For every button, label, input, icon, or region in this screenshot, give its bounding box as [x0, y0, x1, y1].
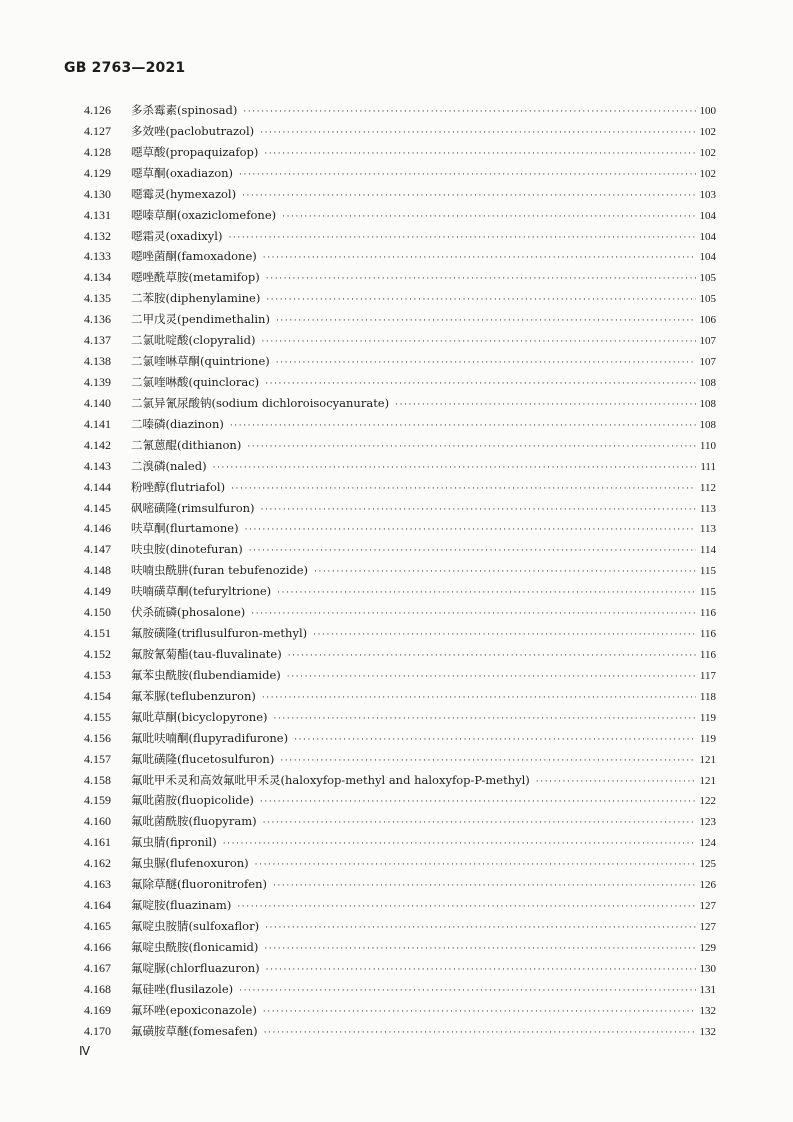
dot-leader [276, 311, 696, 332]
toc-entry-page: 110 [699, 439, 716, 452]
toc-entry-page: 132 [699, 1004, 716, 1017]
toc-entry-page: 116 [699, 648, 716, 661]
dot-leader [273, 709, 695, 730]
toc-entry[interactable] [84, 874, 716, 895]
toc-entry-title: 噁唑酰草胺(metamifop) [131, 270, 260, 285]
toc-entry[interactable] [84, 414, 716, 435]
toc-entry-number: 4.133 [84, 249, 111, 264]
dot-leader [239, 165, 695, 186]
dot-leader [230, 416, 696, 437]
toc-entry-number: 4.167 [84, 960, 111, 975]
toc-entry-page: 105 [699, 272, 716, 285]
toc-entry-page: 102 [699, 146, 716, 159]
toc-entry-page: 108 [699, 397, 716, 410]
toc-entry[interactable] [84, 958, 716, 979]
toc-entry-page: 108 [699, 418, 716, 431]
toc-entry-number: 4.145 [84, 500, 111, 515]
toc-entry-title: 二苯胺(diphenylamine) [131, 291, 261, 306]
toc-entry-title: 氟吡磺隆(flucetosulfuron) [131, 751, 275, 766]
toc-entry-number: 4.152 [84, 646, 111, 661]
dot-leader [277, 583, 696, 604]
dot-leader [251, 604, 696, 625]
toc-entry-page: 118 [699, 690, 716, 703]
toc-entry[interactable] [84, 372, 716, 393]
toc-entry[interactable] [84, 267, 716, 288]
toc-entry-title: 砜嘧磺隆(rimsulfuron) [131, 500, 255, 515]
toc-entry-title: 氟吡菌胺(fluopicolide) [131, 793, 254, 808]
toc-entry-page: 129 [699, 941, 716, 954]
toc-entry[interactable] [84, 351, 716, 372]
dot-leader [255, 855, 696, 876]
toc-entry-number: 4.141 [84, 416, 111, 431]
toc-entry-title: 氟吡呋喃酮(flupyradifurone) [131, 730, 289, 745]
toc-entry-page: 104 [699, 230, 716, 243]
dot-leader [242, 186, 695, 207]
toc-entry-title: 呋喃磺草酮(tefuryltrione) [131, 584, 272, 599]
toc-entry[interactable] [84, 288, 716, 309]
toc-entry[interactable] [84, 518, 716, 539]
toc-entry-number: 4.136 [84, 312, 111, 327]
dot-leader [263, 813, 696, 834]
toc-entry-title: 氟苯脲(teflubenzuron) [131, 688, 256, 703]
toc-entry-title: 多效唑(paclobutrazol) [131, 123, 255, 138]
dot-leader [265, 918, 695, 939]
dot-leader [249, 541, 696, 562]
toc-entry[interactable] [84, 916, 716, 937]
toc-entry-title: 伏杀硫磷(phosalone) [131, 605, 246, 620]
toc-entry[interactable] [84, 1021, 716, 1042]
toc-entry-title: 氟苯虫酰胺(flubendiamide) [131, 667, 281, 682]
toc-entry[interactable] [84, 749, 716, 770]
toc-entry-number: 4.137 [84, 333, 111, 348]
toc-entry-number: 4.126 [84, 103, 111, 117]
dot-leader [213, 458, 697, 479]
toc-entry-page: 119 [699, 732, 716, 745]
toc-entry-title: 噁霜灵(oxadixyl) [131, 228, 223, 243]
toc-entry-number: 4.127 [84, 123, 111, 138]
toc-entry-title: 氟磺胺草醚(fomesafen) [131, 1023, 258, 1038]
toc-entry-page: 107 [699, 356, 716, 369]
toc-entry-number: 4.156 [84, 730, 111, 745]
toc-entry-number: 4.134 [84, 270, 111, 285]
dot-leader [260, 123, 695, 144]
toc-entry-number: 4.163 [84, 877, 111, 892]
toc-entry[interactable] [84, 581, 716, 602]
document-standard-number: GB 2763—2021 [64, 60, 186, 76]
toc-entry-page: 123 [699, 816, 716, 829]
dot-leader [266, 960, 696, 981]
toc-entry-number: 4.142 [84, 437, 111, 452]
toc-entry[interactable] [84, 665, 716, 686]
toc-entry-number: 4.165 [84, 918, 111, 933]
toc-entry[interactable] [84, 602, 716, 623]
toc-entry-title: 二氰蒽醌(dithianon) [131, 437, 242, 452]
toc-entry-number: 4.161 [84, 835, 111, 850]
toc-entry-number: 4.140 [84, 395, 111, 410]
toc-entry-title: 氟胺磺隆(triflusulfuron-methyl) [131, 626, 308, 641]
toc-entry-title: 氟除草醚(fluoronitrofen) [131, 877, 267, 892]
toc-entry[interactable] [84, 100, 716, 121]
toc-entry[interactable] [84, 979, 716, 1000]
dot-leader [313, 625, 696, 646]
dot-leader [231, 479, 696, 500]
toc-entry-title: 粉唑醇(flutriafol) [131, 479, 226, 494]
toc-entry-page: 113 [699, 502, 716, 515]
toc-entry[interactable] [84, 644, 716, 665]
toc-entry-page: 122 [699, 795, 716, 808]
toc-entry[interactable] [84, 832, 716, 853]
toc-entry-page: 100 [699, 105, 716, 117]
toc-entry[interactable] [84, 456, 716, 477]
toc-entry-number: 4.149 [84, 584, 111, 599]
toc-entry-title: 氟虫脲(flufenoxuron) [131, 856, 249, 871]
dot-leader [223, 834, 696, 855]
toc-entry-page: 104 [699, 251, 716, 264]
dot-leader [266, 290, 695, 311]
toc-entry-number: 4.157 [84, 751, 111, 766]
toc-entry[interactable] [84, 1000, 716, 1021]
dot-leader [228, 228, 695, 249]
toc-entry-number: 4.135 [84, 291, 111, 306]
toc-entry-page: 102 [699, 167, 716, 180]
toc-entry[interactable] [84, 121, 716, 142]
toc-entry-title: 氟吡菌酰胺(fluopyram) [131, 814, 257, 829]
toc-entry[interactable] [84, 790, 716, 811]
dot-leader [287, 667, 696, 688]
toc-entry-number: 4.166 [84, 939, 111, 954]
dot-leader [247, 437, 696, 458]
toc-entry-page: 116 [699, 607, 716, 620]
toc-entry-page: 103 [699, 188, 716, 201]
toc-entry-number: 4.170 [84, 1023, 111, 1038]
dot-leader [288, 646, 696, 667]
toc-entry-page: 121 [699, 753, 716, 766]
toc-entry-page: 108 [699, 376, 716, 389]
toc-entry-title: 噁嗪草酮(oxaziclomefone) [131, 207, 277, 222]
toc-entry-number: 4.146 [84, 521, 111, 536]
toc-entry-title: 氟环唑(epoxiconazole) [131, 1002, 257, 1017]
dot-leader [314, 562, 696, 583]
toc-entry[interactable] [84, 707, 716, 728]
toc-entry-title: 氟吡甲禾灵和高效氟吡甲禾灵(haloxyfop-methyl and haloxyfop-P-methyl) [131, 772, 530, 787]
toc-entry-number: 4.139 [84, 374, 111, 389]
toc-entry[interactable] [84, 142, 716, 163]
toc-entry-title: 氟啶胺(fluazinam) [131, 898, 232, 913]
dot-leader [282, 207, 695, 228]
toc-entry-title: 呋草酮(flurtamone) [131, 521, 239, 536]
toc-entry-page: 117 [699, 669, 716, 682]
toc-entry[interactable] [84, 623, 716, 644]
toc-entry[interactable] [84, 728, 716, 749]
toc-entry-number: 4.168 [84, 981, 111, 996]
toc-entry-title: 氟胺氰菊酯(tau-fluvalinate) [131, 646, 282, 661]
toc-entry-number: 4.155 [84, 709, 111, 724]
toc-entry-number: 4.162 [84, 856, 111, 871]
toc-entry[interactable] [84, 937, 716, 958]
toc-entry-page: 114 [699, 544, 716, 557]
dot-leader [280, 751, 695, 772]
dot-leader [243, 102, 695, 123]
toc-entry-page: 107 [699, 335, 716, 348]
toc-entry-page: 102 [699, 125, 716, 138]
toc-entry-page: 125 [699, 858, 716, 871]
dot-leader [245, 520, 696, 541]
toc-entry-title: 噁霉灵(hymexazol) [131, 186, 237, 201]
toc-entry[interactable] [84, 205, 716, 226]
toc-entry-page: 132 [699, 1025, 716, 1038]
toc-entry-title: 二氯吡啶酸(clopyralid) [131, 333, 256, 348]
toc-entry-title: 噁草酸(propaquizafop) [131, 144, 259, 159]
toc-entry[interactable] [84, 811, 716, 832]
toc-entry[interactable] [84, 498, 716, 519]
toc-entry[interactable] [84, 309, 716, 330]
dot-leader [260, 792, 696, 813]
toc-entry[interactable] [84, 184, 716, 205]
toc-entry-number: 4.138 [84, 354, 111, 369]
toc-entry-page: 126 [699, 879, 716, 892]
toc-entry-page: 115 [699, 586, 716, 599]
dot-leader [265, 374, 695, 395]
dot-leader [262, 688, 696, 709]
toc-entry-number: 4.158 [84, 772, 111, 787]
toc-entry-title: 氟啶虫胺腈(sulfoxaflor) [131, 918, 260, 933]
toc-entry-number: 4.153 [84, 667, 111, 682]
dot-leader [536, 772, 696, 793]
toc-entry-title: 噁唑菌酮(famoxadone) [131, 249, 257, 264]
toc-entry-number: 4.144 [84, 479, 111, 494]
toc-entry[interactable] [84, 539, 716, 560]
toc-entry[interactable] [84, 246, 716, 267]
toc-entry-number: 4.131 [84, 207, 111, 222]
toc-entry-title: 二甲戊灵(pendimethalin) [131, 312, 270, 327]
toc-entry-title: 二嗪磷(diazinon) [131, 416, 224, 431]
dot-leader [239, 981, 695, 1002]
toc-entry[interactable] [84, 393, 716, 414]
dot-leader [294, 730, 696, 751]
toc-entry-number: 4.130 [84, 186, 111, 201]
toc-entry-page: 124 [699, 837, 716, 850]
toc-entry-number: 4.151 [84, 626, 111, 641]
toc-entry-number: 4.159 [84, 793, 111, 808]
dot-leader [261, 500, 696, 521]
dot-leader [273, 876, 696, 897]
dot-leader [264, 939, 695, 960]
toc-entry-title: 呋虫胺(dinotefuran) [131, 542, 243, 557]
toc-entry-page: 131 [699, 983, 716, 996]
toc-entry-title: 二溴磷(naled) [131, 458, 207, 473]
toc-entry[interactable] [84, 226, 716, 247]
toc-entry-number: 4.143 [84, 458, 111, 473]
toc-entry-page: 127 [699, 900, 716, 913]
toc-entry[interactable] [84, 163, 716, 184]
dot-leader [276, 353, 696, 374]
toc-entry-page: 105 [699, 293, 716, 306]
toc-entry-page: 115 [699, 565, 716, 578]
toc-entry-page: 127 [699, 920, 716, 933]
toc-entry-page: 112 [699, 481, 716, 494]
toc-entry[interactable] [84, 895, 716, 916]
toc-entry-title: 氟啶虫酰胺(flonicamid) [131, 939, 259, 954]
toc-entry-number: 4.150 [84, 605, 111, 620]
toc-entry-title: 噁草酮(oxadiazon) [131, 165, 234, 180]
toc-entry[interactable] [84, 477, 716, 498]
dot-leader [264, 144, 695, 165]
toc-entry-number: 4.154 [84, 688, 111, 703]
toc-entry-number: 4.164 [84, 898, 111, 913]
toc-entry-number: 4.128 [84, 144, 111, 159]
toc-entry-title: 呋喃虫酰肼(furan tebufenozide) [131, 563, 309, 578]
table-of-contents [84, 100, 716, 1041]
dot-leader [395, 395, 695, 416]
toc-entry[interactable] [84, 686, 716, 707]
toc-entry[interactable] [84, 330, 716, 351]
toc-entry[interactable] [84, 770, 716, 791]
toc-entry-page: 106 [699, 314, 716, 327]
toc-entry-title: 氟硅唑(flusilazole) [131, 981, 234, 996]
toc-entry-number: 4.147 [84, 542, 111, 557]
toc-entry-title: 二氯喹啉草酮(quintrione) [131, 354, 270, 369]
toc-entry-page: 121 [699, 774, 716, 787]
dot-leader [266, 269, 696, 290]
toc-entry-page: 130 [699, 962, 716, 975]
toc-entry-title: 二氯异氰尿酸钠(sodium dichloroisocyanurate) [131, 395, 390, 410]
toc-entry[interactable] [84, 853, 716, 874]
toc-entry-number: 4.148 [84, 563, 111, 578]
toc-entry-title: 氟虫腈(fipronil) [131, 835, 217, 850]
dot-leader [263, 1002, 696, 1023]
dot-leader [237, 897, 695, 918]
toc-entry-number: 4.169 [84, 1002, 111, 1017]
toc-entry-number: 4.132 [84, 228, 111, 243]
toc-entry-title: 氟啶脲(chlorfluazuron) [131, 960, 260, 975]
toc-entry-page: 113 [699, 523, 716, 536]
toc-entry[interactable] [84, 560, 716, 581]
toc-entry-title: 多杀霉素(spinosad) [131, 103, 238, 117]
dot-leader [263, 248, 696, 269]
dot-leader [261, 332, 695, 353]
toc-entry-number: 4.160 [84, 814, 111, 829]
toc-entry-page: 116 [699, 628, 716, 641]
toc-entry-page: 104 [699, 209, 716, 222]
page-number: Ⅳ [79, 1044, 91, 1058]
toc-entry-page: 111 [700, 460, 716, 473]
toc-entry-number: 4.129 [84, 165, 111, 180]
toc-entry-title: 氟吡草酮(bicyclopyrone) [131, 709, 268, 724]
dot-leader [264, 1023, 696, 1044]
toc-entry[interactable] [84, 435, 716, 456]
toc-entry-title: 二氯喹啉酸(quinclorac) [131, 374, 260, 389]
toc-entry-page: 119 [699, 711, 716, 724]
